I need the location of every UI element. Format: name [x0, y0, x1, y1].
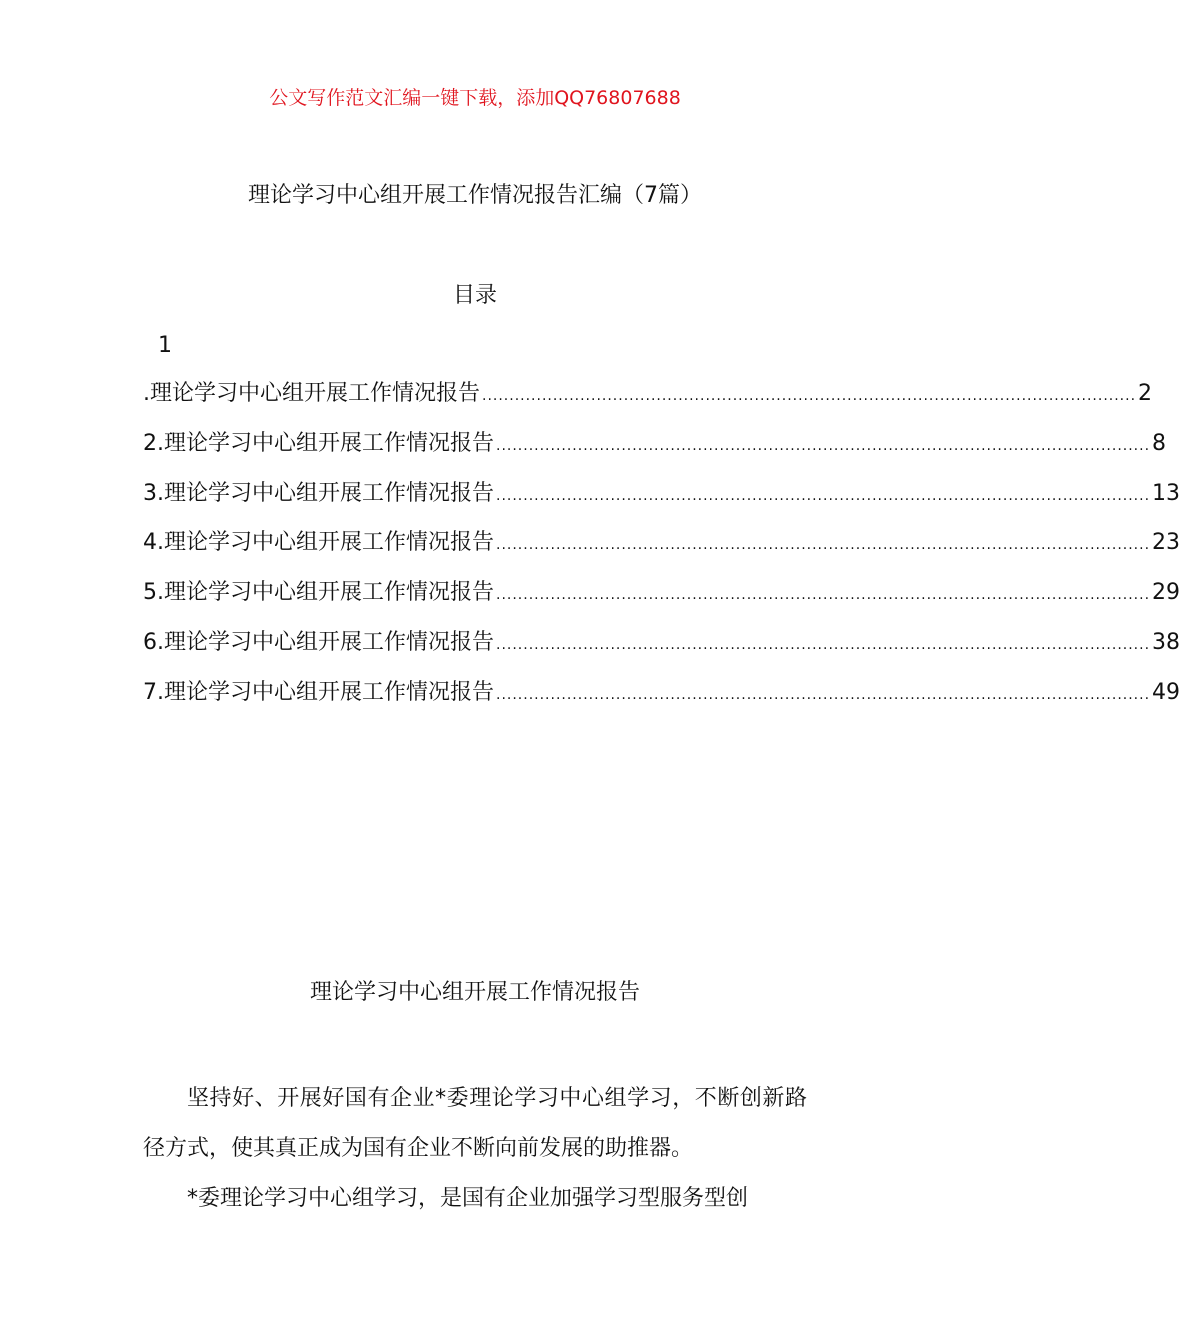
toc-entry-label: 7.理论学习中心组开展工作情况报告 [143, 679, 494, 705]
toc-entry-page: 8 [1152, 430, 1167, 456]
toc-entry-page: 23 [1152, 530, 1180, 556]
toc-leader-dots: ........................................................................................................................ [496, 587, 1151, 604]
toc-entry-label: 3.理论学习中心组开展工作情况报告 [143, 480, 494, 506]
toc-first-number: 1 [158, 333, 172, 358]
toc-entry-page: 2 [1138, 381, 1153, 406]
toc-leader-dots: ........................................................................................................................ [496, 487, 1151, 504]
toc-entry-page: 29 [1152, 580, 1180, 606]
body-paragraph: *委理论学习中心组学习，是国有企业加强学习型服务型创 [187, 1186, 749, 1211]
toc-entry-label: 6.理论学习中心组开展工作情况报告 [143, 629, 494, 655]
toc-entry-page: 13 [1152, 480, 1180, 506]
toc-leader-dots: ........................................................................................................................ [496, 437, 1151, 454]
body-paragraph: 坚持好、开展好国有企业*委理论学习中心组学习，不断创新路径方式，使其真正成为国有企业不断向前发展的助推器。 [143, 1086, 807, 1161]
toc-entry-label: .理论学习中心组开展工作情况报告 [143, 381, 480, 406]
toc-entry[interactable] [143, 527, 1180, 577]
toc-entry-page: 38 [1152, 629, 1180, 655]
toc-leader-dots: ........................................................................................................................ [496, 636, 1151, 653]
toc-entry[interactable] [143, 627, 1180, 677]
toc-entry-label: 4.理论学习中心组开展工作情况报告 [143, 530, 494, 556]
download-banner: 公文写作范文汇编一键下载，添加QQ76807688 [269, 87, 681, 109]
toc-entry[interactable] [143, 378, 1153, 428]
body-text [143, 1074, 807, 1224]
toc-leader-dots: ........................................................................................................................ [496, 686, 1151, 703]
table-of-contents [143, 378, 1180, 727]
toc-entry-page: 49 [1152, 679, 1180, 705]
toc-entry-label: 5.理论学习中心组开展工作情况报告 [143, 580, 494, 606]
toc-entry[interactable] [143, 677, 1180, 727]
toc-entry[interactable] [143, 478, 1180, 528]
toc-heading: 目录 [452, 283, 497, 308]
toc-leader-dots: ........................................................................................................................ [482, 388, 1137, 404]
section-title: 理论学习中心组开展工作情况报告 [309, 980, 640, 1005]
toc-entry[interactable] [143, 577, 1180, 627]
document-title: 理论学习中心组开展工作情况报告汇编（7篇） [248, 183, 702, 208]
toc-leader-dots: ........................................................................................................................ [496, 537, 1151, 554]
toc-entry[interactable] [143, 428, 1167, 478]
toc-entry-label: 2.理论学习中心组开展工作情况报告 [143, 430, 494, 456]
